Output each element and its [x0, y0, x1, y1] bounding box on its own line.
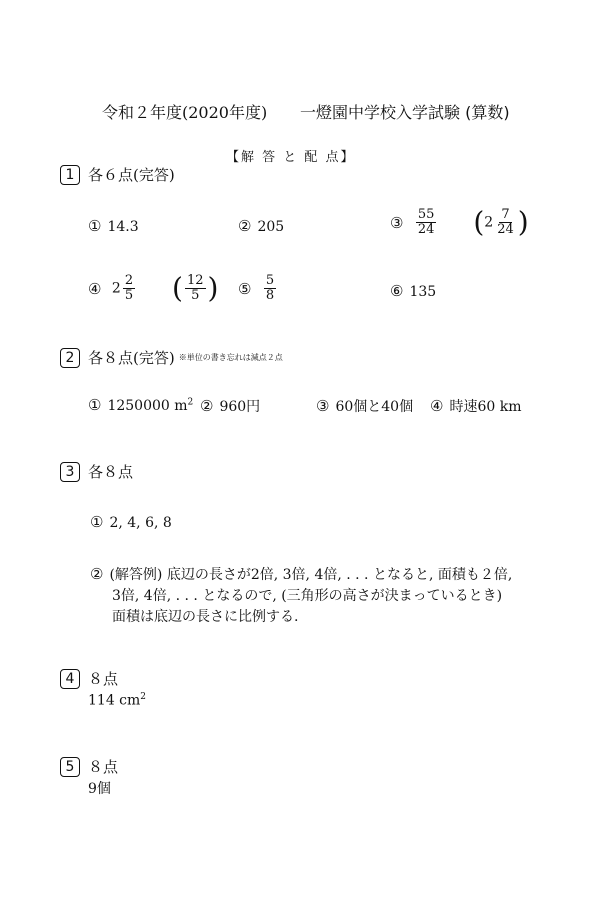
q1-header [60, 164, 175, 185]
q5-points: ８点 [88, 758, 119, 776]
q2-answer-1: ① 1250000 $m^2$ [88, 396, 194, 414]
q4-number: 4 [60, 669, 80, 689]
q1-answer-5: ⑤ $\frac{5}{8}$ [238, 273, 275, 303]
q1-answer-6: ⑥ 135 [390, 282, 437, 300]
q1-points: 各６点(完答) [88, 166, 175, 184]
fraction: $\frac{7}{24}$ [497, 207, 514, 237]
q5-header [60, 756, 118, 777]
q3-answer-2: ② (解答例) 底辺の長さが2倍, 3倍, 4倍, . . . となると, 面積も２倍, 3倍, 4倍, . . . となるので, (三角形の高さが決まっているとき) 面積は底辺の長さに比例する. [90, 564, 550, 628]
q3-points: 各８点 [88, 463, 134, 481]
q4-header [60, 668, 118, 689]
q1-answer-3: ③ $\frac{55}{24}$ (2 $\frac{7}{24}$ ) [390, 205, 529, 239]
q1-number: 1 [60, 165, 80, 185]
fraction: $\frac{12}{5}$ [186, 273, 204, 303]
q2-answer-4: ④ 時速60 km [430, 397, 522, 415]
explanation-line-2: 3倍, 4倍, . . . となるので, (三角形の高さが決まっているとき) [112, 588, 503, 604]
q3-answer-1: ① 2, 4, 6, 8 [90, 513, 172, 531]
q2-note: ※単位の書き忘れは減点２点 [178, 353, 283, 362]
q2-header [60, 347, 283, 368]
exam-title: 一燈園中学校入学試験 (算数) [300, 103, 510, 122]
q2-answer-2: ② 960円 [200, 397, 261, 415]
answer-heading: 【解 答 と 配 点】 [226, 150, 356, 165]
q3-header [60, 461, 133, 482]
fraction: $\frac{55}{24}$ [417, 207, 435, 237]
q5-number: 5 [60, 757, 80, 777]
q5-answer: 9個 [88, 781, 111, 797]
q1-answer-2: ② 205 [238, 217, 285, 235]
q3-number: 3 [60, 462, 80, 482]
q1-answer-1: ① 14.3 [88, 217, 139, 235]
fraction: $\frac{5}{8}$ [265, 273, 275, 303]
q4-answer: 114 $cm^2$ [88, 692, 147, 709]
q2-answer-3: ③ 60個と40個 [316, 397, 414, 415]
exam-year: 令和２年度(2020年度) [102, 103, 268, 122]
q1-answer-4: ④ 2 $\frac{2}{5}$ ( $\frac{12}{5}$ ) [88, 271, 219, 305]
q2-number: 2 [60, 348, 80, 368]
q4-points: ８点 [88, 670, 119, 688]
fraction: $\frac{2}{5}$ [124, 273, 134, 303]
explanation-line-3: 面積は底辺の長さに比例する. [112, 609, 299, 625]
q2-points: 各８点(完答) [88, 349, 175, 367]
explanation-line-1: (解答例) 底辺の長さが2倍, 3倍, 4倍, . . . となると, 面積も２倍, [109, 567, 513, 583]
